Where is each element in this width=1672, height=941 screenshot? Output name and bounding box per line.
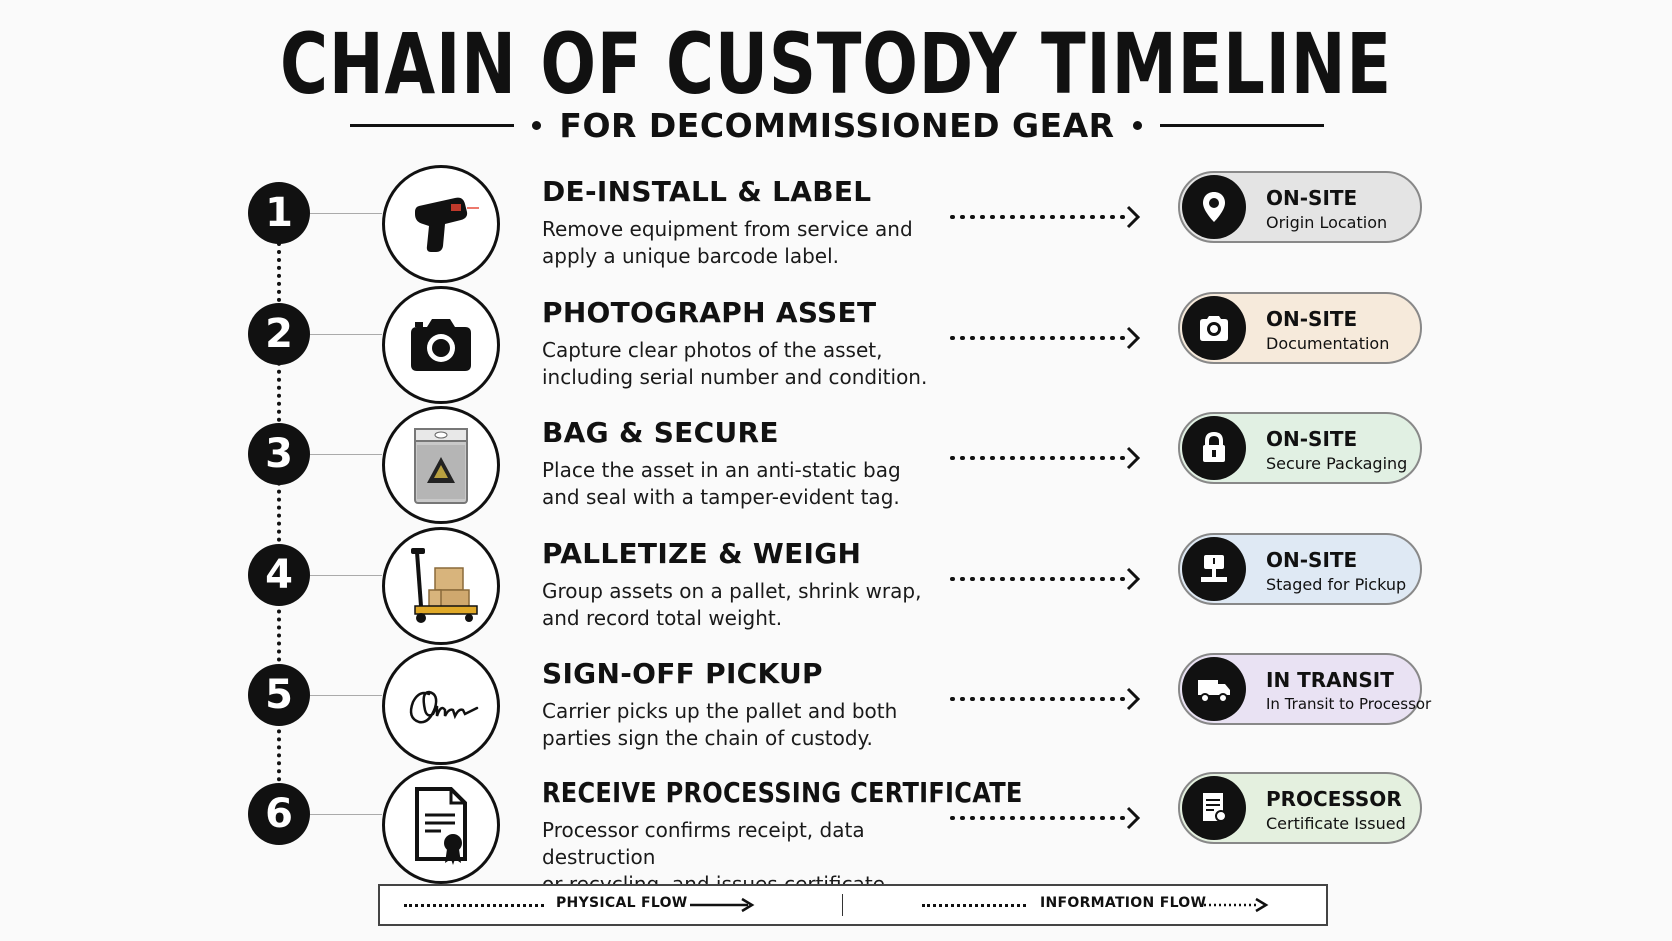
- step-number-badge: 6: [248, 783, 310, 845]
- step-title: RECEIVE PROCESSING CERTIFICATE: [542, 776, 1023, 809]
- barcode-scanner-icon: [382, 165, 500, 283]
- step-number-badge: 3: [248, 423, 310, 485]
- pallet-jack-icon: [382, 527, 500, 645]
- timeline-step-2: [0, 292, 1672, 408]
- step-connector: [310, 334, 382, 335]
- camera-icon: [1182, 296, 1246, 360]
- step-number-badge: 1: [248, 182, 310, 244]
- step-description-line: including serial number and condition.: [542, 365, 928, 389]
- dotted-arrow-icon: [950, 687, 1150, 711]
- left-dot: [532, 121, 541, 130]
- status-pill: [1178, 772, 1422, 844]
- status-title: PROCESSOR: [1266, 787, 1402, 811]
- step-description-line: Processor confirms receipt, data destruction: [542, 818, 865, 869]
- step-connector: [310, 814, 382, 815]
- timeline-step-3: [0, 412, 1672, 528]
- status-subtitle: Staged for Pickup: [1266, 575, 1407, 594]
- right-rule: [1160, 124, 1324, 127]
- dotted-arrow-icon: [950, 205, 1150, 229]
- step-number-badge: 2: [248, 303, 310, 365]
- physical-flow-label: PHYSICAL FLOW: [556, 895, 688, 911]
- status-pill: [1178, 412, 1422, 484]
- step-description-line: Place the asset in an anti-static bag: [542, 458, 901, 482]
- step-title: BAG & SECURE: [542, 416, 779, 449]
- timeline-step-4: [0, 533, 1672, 649]
- step-title: DE-INSTALL & LABEL: [542, 175, 872, 208]
- step-description: [542, 216, 962, 270]
- timeline-step-5: [0, 653, 1672, 769]
- status-subtitle: Secure Packaging: [1266, 454, 1408, 473]
- camera-icon: [382, 286, 500, 404]
- page-title: CHAIN OF CUSTODY TIMELINE: [280, 15, 1392, 113]
- status-subtitle: In Transit to Processor: [1266, 695, 1432, 713]
- status-title: ON-SITE: [1266, 427, 1358, 451]
- dotted-arrow-icon: [950, 326, 1150, 350]
- step-description: [542, 457, 962, 511]
- timeline-step-6: [0, 772, 1672, 888]
- signature-icon: [382, 647, 500, 765]
- solid-arrow-icon: [688, 895, 758, 915]
- location-pin-icon: [1182, 175, 1246, 239]
- dotted-arrow-icon: [950, 446, 1150, 470]
- dotted-arrow-icon: [950, 806, 1150, 830]
- status-subtitle: Documentation: [1266, 334, 1390, 353]
- status-pill: [1178, 171, 1422, 243]
- step-description: [542, 698, 962, 752]
- step-title: SIGN-OFF PICKUP: [542, 657, 823, 690]
- step-description: [542, 337, 962, 391]
- left-rule: [350, 124, 514, 127]
- dotted-small-arrow-icon: [1202, 895, 1272, 915]
- subtitle-row: [350, 105, 1324, 145]
- dotted-arrow-icon: [950, 567, 1150, 591]
- information-flow-dotted-line: [922, 904, 1026, 907]
- legend-divider: [842, 894, 843, 916]
- step-description-line: parties sign the chain of custody.: [542, 726, 873, 750]
- step-title: PALLETIZE & WEIGH: [542, 537, 862, 570]
- status-subtitle: Certificate Issued: [1266, 814, 1406, 833]
- status-title: ON-SITE: [1266, 548, 1358, 572]
- status-title: ON-SITE: [1266, 307, 1358, 331]
- timeline-step-1: [0, 171, 1672, 287]
- status-pill: [1178, 533, 1422, 605]
- step-description-line: Capture clear photos of the asset,: [542, 338, 883, 362]
- step-description: [542, 578, 962, 632]
- step-connector: [310, 213, 382, 214]
- step-title: PHOTOGRAPH ASSET: [542, 296, 877, 329]
- page-subtitle: FOR DECOMMISSIONED GEAR: [559, 105, 1115, 145]
- flow-legend: [378, 884, 1328, 926]
- scale-icon: [1182, 537, 1246, 601]
- step-connector: [310, 695, 382, 696]
- status-title: IN TRANSIT: [1266, 668, 1394, 692]
- certificate-icon: [1182, 776, 1246, 840]
- status-pill: [1178, 292, 1422, 364]
- information-flow-label: INFORMATION FLOW: [1040, 895, 1207, 911]
- physical-flow-dotted-line: [404, 904, 544, 907]
- step-number-badge: 4: [248, 544, 310, 606]
- right-dot: [1133, 121, 1142, 130]
- certificate-document-icon: [382, 766, 500, 884]
- step-description-line: and record total weight.: [542, 606, 783, 630]
- step-description-line: Carrier picks up the pallet and both: [542, 699, 898, 723]
- status-title: ON-SITE: [1266, 186, 1358, 210]
- step-number-badge: 5: [248, 664, 310, 726]
- padlock-icon: [1182, 416, 1246, 480]
- truck-icon: [1182, 657, 1246, 721]
- step-connector: [310, 575, 382, 576]
- step-description-line: Remove equipment from service and: [542, 217, 913, 241]
- step-description-line: Group assets on a pallet, shrink wrap,: [542, 579, 922, 603]
- step-description-line: and seal with a tamper-evident tag.: [542, 485, 900, 509]
- status-subtitle: Origin Location: [1266, 213, 1388, 232]
- status-pill: [1178, 653, 1432, 725]
- step-description-line: apply a unique barcode label.: [542, 244, 840, 268]
- anti-static-bag-icon: [382, 406, 500, 524]
- step-connector: [310, 454, 382, 455]
